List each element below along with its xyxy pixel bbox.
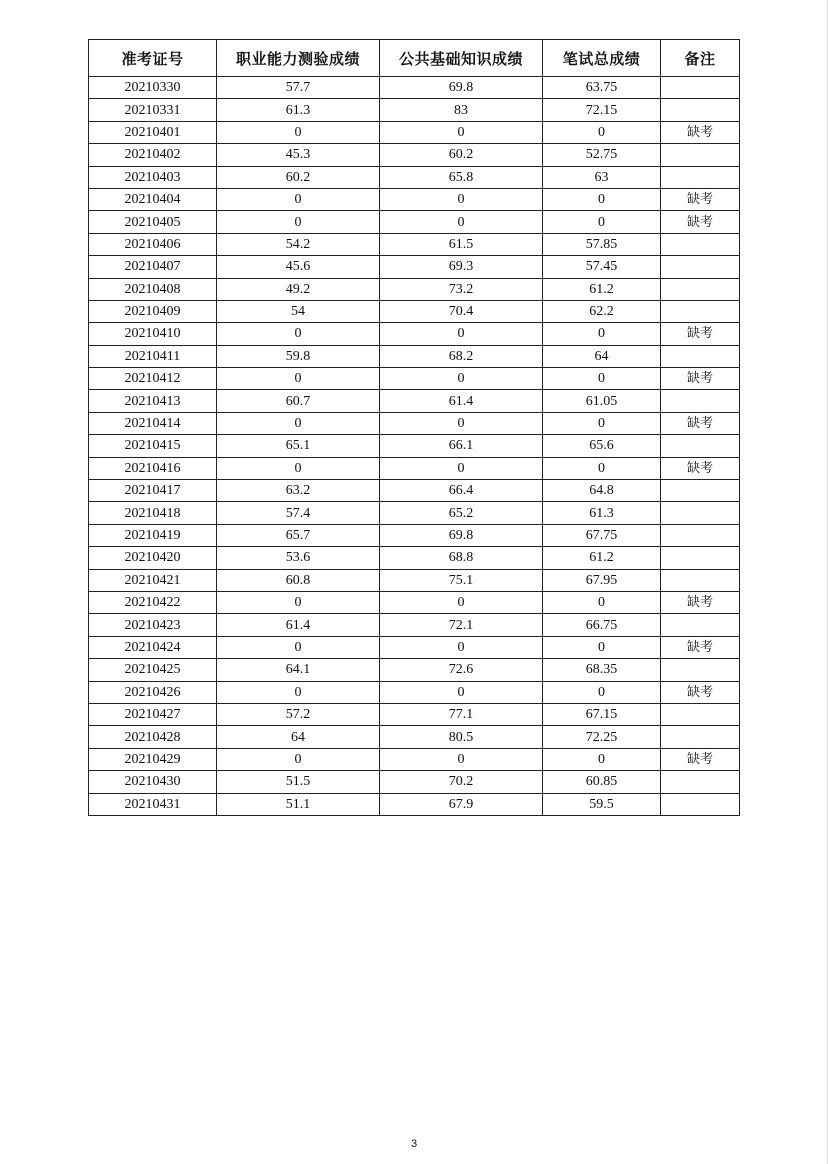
aptitude-score-cell: 65.7 bbox=[217, 524, 380, 546]
remark-cell: 缺考 bbox=[661, 323, 740, 345]
public-knowledge-score-cell: 73.2 bbox=[380, 278, 543, 300]
exam-id-cell: 20210413 bbox=[89, 390, 217, 412]
public-knowledge-score-cell: 69.8 bbox=[380, 524, 543, 546]
header-public-knowledge-score: 公共基础知识成绩 bbox=[380, 40, 543, 77]
aptitude-score-cell: 51.1 bbox=[217, 793, 380, 815]
exam-id-cell: 20210404 bbox=[89, 188, 217, 210]
written-total-cell: 62.2 bbox=[543, 300, 661, 322]
aptitude-score-cell: 0 bbox=[217, 412, 380, 434]
table-row bbox=[89, 726, 740, 748]
table-row bbox=[89, 591, 740, 613]
aptitude-score-cell: 0 bbox=[217, 188, 380, 210]
aptitude-score-cell: 0 bbox=[217, 368, 380, 390]
remark-cell: 缺考 bbox=[661, 368, 740, 390]
remark-cell bbox=[661, 77, 740, 99]
remark-cell bbox=[661, 659, 740, 681]
remark-cell: 缺考 bbox=[661, 211, 740, 233]
table-row bbox=[89, 166, 740, 188]
public-knowledge-score-cell: 77.1 bbox=[380, 703, 543, 725]
aptitude-score-cell: 51.5 bbox=[217, 771, 380, 793]
written-total-cell: 66.75 bbox=[543, 614, 661, 636]
remark-cell bbox=[661, 502, 740, 524]
remark-cell bbox=[661, 703, 740, 725]
table-row bbox=[89, 659, 740, 681]
exam-id-cell: 20210408 bbox=[89, 278, 217, 300]
exam-id-cell: 20210406 bbox=[89, 233, 217, 255]
written-total-cell: 60.85 bbox=[543, 771, 661, 793]
public-knowledge-score-cell: 66.1 bbox=[380, 435, 543, 457]
exam-id-cell: 20210422 bbox=[89, 591, 217, 613]
public-knowledge-score-cell: 0 bbox=[380, 368, 543, 390]
remark-cell bbox=[661, 144, 740, 166]
table-row bbox=[89, 547, 740, 569]
written-total-cell: 0 bbox=[543, 412, 661, 434]
table-row bbox=[89, 614, 740, 636]
table-row bbox=[89, 412, 740, 434]
exam-id-cell: 20210331 bbox=[89, 99, 217, 121]
written-total-cell: 64.8 bbox=[543, 480, 661, 502]
table-row bbox=[89, 524, 740, 546]
score-table bbox=[88, 39, 740, 816]
exam-id-cell: 20210421 bbox=[89, 569, 217, 591]
exam-id-cell: 20210403 bbox=[89, 166, 217, 188]
exam-id-cell: 20210427 bbox=[89, 703, 217, 725]
exam-id-cell: 20210407 bbox=[89, 256, 217, 278]
table-row bbox=[89, 502, 740, 524]
table-row bbox=[89, 211, 740, 233]
exam-id-cell: 20210401 bbox=[89, 121, 217, 143]
exam-id-cell: 20210419 bbox=[89, 524, 217, 546]
remark-cell: 缺考 bbox=[661, 457, 740, 479]
written-total-cell: 61.2 bbox=[543, 278, 661, 300]
aptitude-score-cell: 61.3 bbox=[217, 99, 380, 121]
aptitude-score-cell: 64 bbox=[217, 726, 380, 748]
exam-id-cell: 20210409 bbox=[89, 300, 217, 322]
remark-cell bbox=[661, 726, 740, 748]
table-row bbox=[89, 188, 740, 210]
aptitude-score-cell: 60.7 bbox=[217, 390, 380, 412]
public-knowledge-score-cell: 0 bbox=[380, 457, 543, 479]
exam-id-cell: 20210418 bbox=[89, 502, 217, 524]
remark-cell bbox=[661, 771, 740, 793]
remark-cell bbox=[661, 480, 740, 502]
exam-id-cell: 20210424 bbox=[89, 636, 217, 658]
aptitude-score-cell: 59.8 bbox=[217, 345, 380, 367]
written-total-cell: 67.75 bbox=[543, 524, 661, 546]
table-row bbox=[89, 77, 740, 99]
aptitude-score-cell: 0 bbox=[217, 636, 380, 658]
table-row bbox=[89, 636, 740, 658]
remark-cell bbox=[661, 390, 740, 412]
public-knowledge-score-cell: 0 bbox=[380, 748, 543, 770]
written-total-cell: 61.05 bbox=[543, 390, 661, 412]
remark-cell: 缺考 bbox=[661, 748, 740, 770]
exam-id-cell: 20210428 bbox=[89, 726, 217, 748]
public-knowledge-score-cell: 65.2 bbox=[380, 502, 543, 524]
table-row bbox=[89, 703, 740, 725]
header-exam-id: 准考证号 bbox=[89, 40, 217, 77]
table-body bbox=[89, 77, 740, 816]
remark-cell bbox=[661, 614, 740, 636]
table-row bbox=[89, 681, 740, 703]
aptitude-score-cell: 54 bbox=[217, 300, 380, 322]
public-knowledge-score-cell: 80.5 bbox=[380, 726, 543, 748]
exam-id-cell: 20210402 bbox=[89, 144, 217, 166]
public-knowledge-score-cell: 0 bbox=[380, 681, 543, 703]
public-knowledge-score-cell: 70.4 bbox=[380, 300, 543, 322]
exam-id-cell: 20210431 bbox=[89, 793, 217, 815]
public-knowledge-score-cell: 75.1 bbox=[380, 569, 543, 591]
table-row bbox=[89, 793, 740, 815]
aptitude-score-cell: 57.7 bbox=[217, 77, 380, 99]
aptitude-score-cell: 60.2 bbox=[217, 166, 380, 188]
public-knowledge-score-cell: 0 bbox=[380, 121, 543, 143]
aptitude-score-cell: 0 bbox=[217, 748, 380, 770]
written-total-cell: 61.2 bbox=[543, 547, 661, 569]
remark-cell: 缺考 bbox=[661, 681, 740, 703]
public-knowledge-score-cell: 60.2 bbox=[380, 144, 543, 166]
table-row bbox=[89, 368, 740, 390]
public-knowledge-score-cell: 61.5 bbox=[380, 233, 543, 255]
public-knowledge-score-cell: 0 bbox=[380, 412, 543, 434]
exam-id-cell: 20210411 bbox=[89, 345, 217, 367]
aptitude-score-cell: 63.2 bbox=[217, 480, 380, 502]
remark-cell bbox=[661, 278, 740, 300]
public-knowledge-score-cell: 61.4 bbox=[380, 390, 543, 412]
table-row bbox=[89, 121, 740, 143]
public-knowledge-score-cell: 0 bbox=[380, 591, 543, 613]
exam-id-cell: 20210426 bbox=[89, 681, 217, 703]
remark-cell bbox=[661, 99, 740, 121]
table-row bbox=[89, 390, 740, 412]
remark-cell bbox=[661, 256, 740, 278]
aptitude-score-cell: 0 bbox=[217, 323, 380, 345]
aptitude-score-cell: 54.2 bbox=[217, 233, 380, 255]
written-total-cell: 67.95 bbox=[543, 569, 661, 591]
exam-id-cell: 20210405 bbox=[89, 211, 217, 233]
table-row bbox=[89, 144, 740, 166]
written-total-cell: 57.45 bbox=[543, 256, 661, 278]
public-knowledge-score-cell: 0 bbox=[380, 323, 543, 345]
written-total-cell: 0 bbox=[543, 636, 661, 658]
header-remarks: 备注 bbox=[661, 40, 740, 77]
written-total-cell: 63 bbox=[543, 166, 661, 188]
remark-cell bbox=[661, 569, 740, 591]
written-total-cell: 68.35 bbox=[543, 659, 661, 681]
table-row bbox=[89, 256, 740, 278]
aptitude-score-cell: 0 bbox=[217, 591, 380, 613]
public-knowledge-score-cell: 68.8 bbox=[380, 547, 543, 569]
aptitude-score-cell: 53.6 bbox=[217, 547, 380, 569]
written-total-cell: 59.5 bbox=[543, 793, 661, 815]
aptitude-score-cell: 0 bbox=[217, 457, 380, 479]
remark-cell: 缺考 bbox=[661, 188, 740, 210]
written-total-cell: 67.15 bbox=[543, 703, 661, 725]
public-knowledge-score-cell: 65.8 bbox=[380, 166, 543, 188]
written-total-cell: 61.3 bbox=[543, 502, 661, 524]
aptitude-score-cell: 45.3 bbox=[217, 144, 380, 166]
table-row bbox=[89, 345, 740, 367]
public-knowledge-score-cell: 69.8 bbox=[380, 77, 543, 99]
exam-id-cell: 20210425 bbox=[89, 659, 217, 681]
remark-cell bbox=[661, 435, 740, 457]
public-knowledge-score-cell: 70.2 bbox=[380, 771, 543, 793]
exam-id-cell: 20210414 bbox=[89, 412, 217, 434]
public-knowledge-score-cell: 66.4 bbox=[380, 480, 543, 502]
remark-cell bbox=[661, 793, 740, 815]
exam-id-cell: 20210420 bbox=[89, 547, 217, 569]
written-total-cell: 0 bbox=[543, 591, 661, 613]
written-total-cell: 63.75 bbox=[543, 77, 661, 99]
aptitude-score-cell: 64.1 bbox=[217, 659, 380, 681]
exam-id-cell: 20210416 bbox=[89, 457, 217, 479]
remark-cell: 缺考 bbox=[661, 412, 740, 434]
written-total-cell: 0 bbox=[543, 211, 661, 233]
public-knowledge-score-cell: 67.9 bbox=[380, 793, 543, 815]
table-row bbox=[89, 569, 740, 591]
remark-cell: 缺考 bbox=[661, 636, 740, 658]
public-knowledge-score-cell: 0 bbox=[380, 636, 543, 658]
table-row bbox=[89, 300, 740, 322]
remark-cell bbox=[661, 345, 740, 367]
public-knowledge-score-cell: 0 bbox=[380, 211, 543, 233]
public-knowledge-score-cell: 72.1 bbox=[380, 614, 543, 636]
written-total-cell: 0 bbox=[543, 188, 661, 210]
table-row bbox=[89, 278, 740, 300]
written-total-cell: 72.15 bbox=[543, 99, 661, 121]
public-knowledge-score-cell: 68.2 bbox=[380, 345, 543, 367]
written-total-cell: 0 bbox=[543, 368, 661, 390]
exam-id-cell: 20210429 bbox=[89, 748, 217, 770]
table-row bbox=[89, 457, 740, 479]
aptitude-score-cell: 45.6 bbox=[217, 256, 380, 278]
remark-cell bbox=[661, 233, 740, 255]
aptitude-score-cell: 0 bbox=[217, 681, 380, 703]
table-row bbox=[89, 771, 740, 793]
table-row bbox=[89, 435, 740, 457]
table-row bbox=[89, 748, 740, 770]
aptitude-score-cell: 57.2 bbox=[217, 703, 380, 725]
public-knowledge-score-cell: 83 bbox=[380, 99, 543, 121]
remark-cell bbox=[661, 300, 740, 322]
table-row bbox=[89, 99, 740, 121]
table-row bbox=[89, 480, 740, 502]
remark-cell bbox=[661, 547, 740, 569]
written-total-cell: 72.25 bbox=[543, 726, 661, 748]
aptitude-score-cell: 0 bbox=[217, 121, 380, 143]
remark-cell bbox=[661, 524, 740, 546]
remark-cell bbox=[661, 166, 740, 188]
aptitude-score-cell: 57.4 bbox=[217, 502, 380, 524]
exam-id-cell: 20210423 bbox=[89, 614, 217, 636]
remark-cell: 缺考 bbox=[661, 591, 740, 613]
remark-cell: 缺考 bbox=[661, 121, 740, 143]
exam-id-cell: 20210412 bbox=[89, 368, 217, 390]
table-row bbox=[89, 233, 740, 255]
exam-id-cell: 20210330 bbox=[89, 77, 217, 99]
header-aptitude-score: 职业能力测验成绩 bbox=[217, 40, 380, 77]
aptitude-score-cell: 0 bbox=[217, 211, 380, 233]
written-total-cell: 0 bbox=[543, 121, 661, 143]
exam-id-cell: 20210430 bbox=[89, 771, 217, 793]
exam-id-cell: 20210410 bbox=[89, 323, 217, 345]
page-number: 3 bbox=[410, 1138, 418, 1150]
aptitude-score-cell: 49.2 bbox=[217, 278, 380, 300]
written-total-cell: 65.6 bbox=[543, 435, 661, 457]
aptitude-score-cell: 60.8 bbox=[217, 569, 380, 591]
written-total-cell: 52.75 bbox=[543, 144, 661, 166]
written-total-cell: 0 bbox=[543, 748, 661, 770]
public-knowledge-score-cell: 0 bbox=[380, 188, 543, 210]
written-total-cell: 57.85 bbox=[543, 233, 661, 255]
table-row bbox=[89, 323, 740, 345]
table-header-row bbox=[89, 40, 740, 77]
public-knowledge-score-cell: 72.6 bbox=[380, 659, 543, 681]
written-total-cell: 0 bbox=[543, 681, 661, 703]
written-total-cell: 0 bbox=[543, 457, 661, 479]
aptitude-score-cell: 65.1 bbox=[217, 435, 380, 457]
exam-id-cell: 20210415 bbox=[89, 435, 217, 457]
exam-id-cell: 20210417 bbox=[89, 480, 217, 502]
header-written-total-score: 笔试总成绩 bbox=[543, 40, 661, 77]
aptitude-score-cell: 61.4 bbox=[217, 614, 380, 636]
written-total-cell: 64 bbox=[543, 345, 661, 367]
written-total-cell: 0 bbox=[543, 323, 661, 345]
public-knowledge-score-cell: 69.3 bbox=[380, 256, 543, 278]
